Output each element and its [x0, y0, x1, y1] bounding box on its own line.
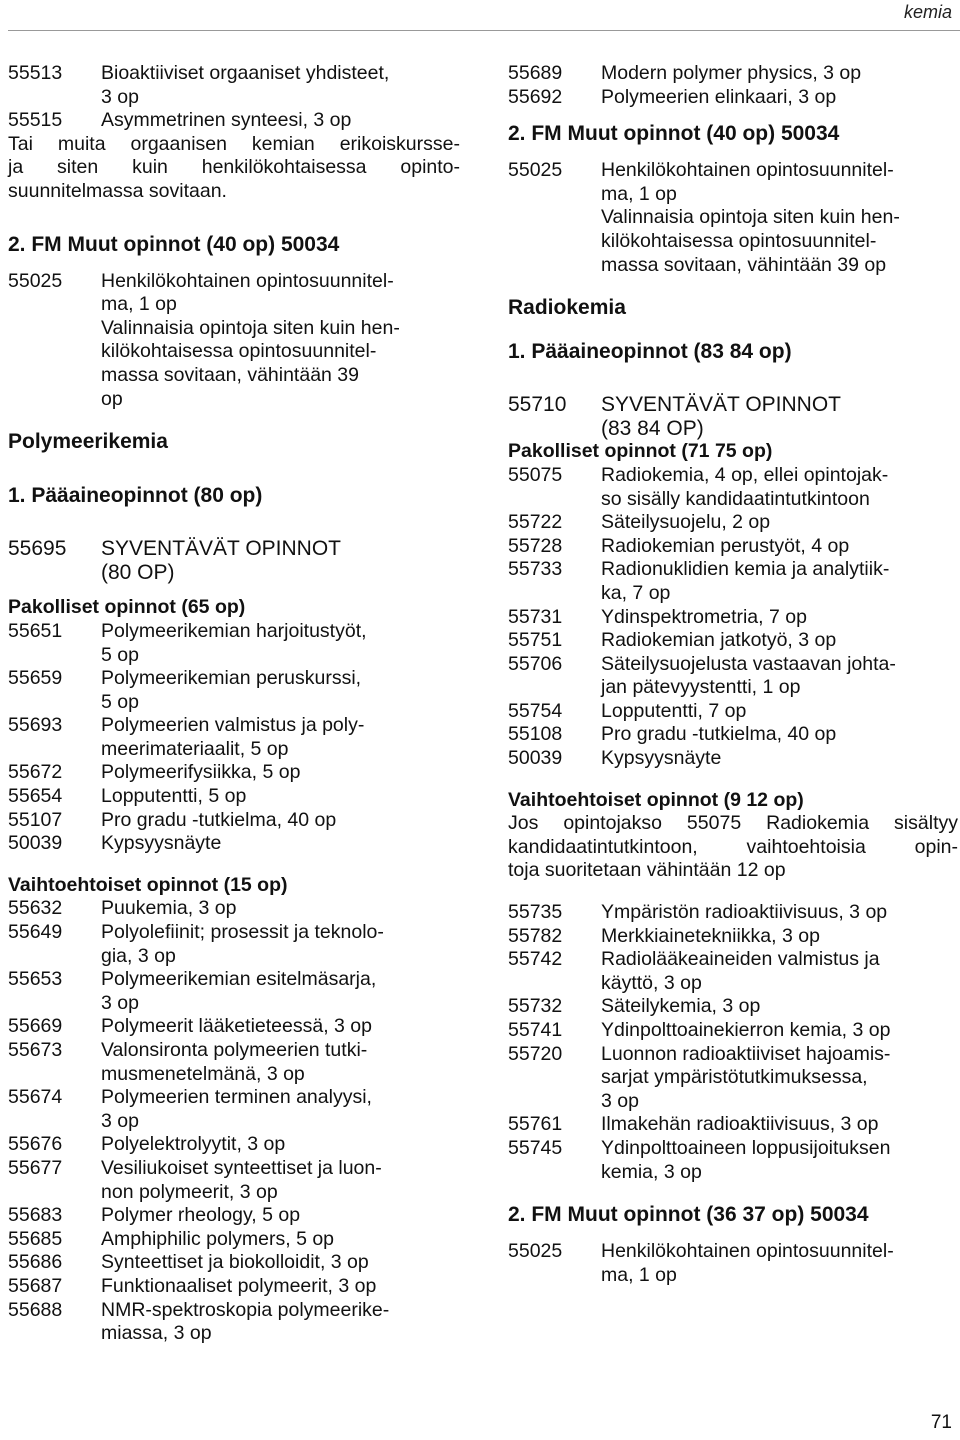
course-title-line: Henkilökohtainen opintosuunnitel-	[101, 269, 394, 292]
course-code: 55688	[8, 1298, 63, 1321]
course-title-line: Pro gradu -tutkielma, 40 op	[101, 808, 337, 831]
course-title	[601, 606, 958, 630]
course-title	[101, 1133, 460, 1157]
course-title	[101, 1039, 460, 1086]
course-entry	[508, 995, 958, 1019]
course-entry	[508, 393, 958, 440]
course-title-line: so sisälly kandidaatintutkintoon	[601, 487, 870, 510]
course-code: 50039	[508, 747, 563, 770]
course-title	[101, 1015, 460, 1039]
left-main-heading: 1. Pääaineopinnot (80 op)	[8, 484, 263, 508]
course-code: 55685	[8, 1227, 63, 1250]
course-entry	[508, 1019, 958, 1043]
course-entry	[508, 606, 958, 630]
course-title-line: massa sovitaan, vähintään 39	[101, 363, 359, 386]
course-title	[601, 1019, 958, 1043]
course-entry	[508, 948, 958, 995]
course-entry	[8, 1086, 460, 1133]
course-title-line: Radiokemian jatkotyö, 3 op	[601, 629, 837, 652]
course-entry	[8, 1228, 460, 1252]
course-code: 55025	[508, 159, 563, 182]
course-title	[101, 667, 460, 714]
course-title	[101, 785, 460, 809]
course-code: 55632	[8, 897, 63, 920]
course-code: 55025	[508, 1240, 563, 1263]
course-title	[101, 1251, 460, 1275]
right-fm-heading: 2. FM Muut opinnot (40 op) 50034	[508, 122, 840, 146]
course-title	[601, 1137, 958, 1184]
course-entry	[8, 1039, 460, 1086]
course-title-line: ma, 1 op	[601, 1263, 677, 1286]
course-title	[601, 159, 958, 277]
course-title-line: Säteilysuojelusta vastaavan johta-	[601, 652, 896, 675]
course-entry	[508, 901, 958, 925]
left-fm-heading: 2. FM Muut opinnot (40 op) 50034	[8, 232, 340, 256]
course-entry	[508, 511, 958, 535]
left-mandatory-list	[8, 620, 460, 856]
course-entry	[8, 1157, 460, 1204]
course-entry	[8, 1133, 460, 1157]
course-code: 55728	[508, 534, 563, 557]
course-entry	[8, 109, 460, 133]
course-code: 55651	[8, 619, 63, 642]
course-title-line: Radionuklidien kemia ja analytiik-	[601, 558, 890, 581]
course-code: 55686	[8, 1251, 63, 1274]
course-title-line: Kypsyysnäyte	[601, 747, 722, 770]
course-title	[601, 995, 958, 1019]
course-title	[601, 629, 958, 653]
right-mandatory-list	[508, 464, 958, 771]
course-title-line: Ydinpolttoainekierron kemia, 3 op	[601, 1019, 891, 1041]
course-entry	[8, 809, 460, 833]
right-optional-note	[508, 812, 958, 883]
course-code: 55108	[508, 723, 563, 746]
course-title	[101, 537, 460, 584]
course-code: 55673	[8, 1039, 63, 1061]
right-main-heading: 1. Pääaineopinnot (83 84 op)	[508, 340, 792, 364]
course-entry	[508, 1043, 958, 1114]
course-entry	[8, 62, 460, 109]
course-title-line: Puukemia, 3 op	[101, 897, 237, 920]
course-title-line: SYVENTÄVÄT OPINNOT	[101, 537, 341, 561]
course-title-line: Kypsyysnäyte	[101, 832, 222, 855]
course-title	[101, 897, 460, 921]
course-title-line: Synteettiset ja biokolloidit, 3 op	[101, 1251, 369, 1274]
right-top-entries	[508, 62, 958, 109]
course-title	[601, 747, 958, 771]
course-title-line: kemia, 3 op	[601, 1160, 702, 1183]
course-title-line: Amphiphilic polymers, 5 op	[101, 1227, 335, 1250]
right-optional-heading: Vaihtoehtoiset opinnot (9 12 op)	[508, 788, 804, 811]
course-title	[601, 653, 958, 700]
course-entry	[8, 1275, 460, 1299]
course-title-line: Ilmakehän radioaktiivisuus, 3 op	[601, 1113, 879, 1136]
course-entry	[508, 159, 958, 277]
course-entry	[508, 86, 958, 110]
course-title-line: (83 84 OP)	[601, 416, 704, 440]
header-rule	[8, 30, 960, 31]
course-title-line: Luonnon radioaktiiviset hajoamis-	[601, 1042, 891, 1065]
course-code: 55676	[8, 1133, 63, 1156]
course-title-line: Valinnaisia opintoja siten kuin hen-	[601, 206, 900, 229]
course-title-line: SYVENTÄVÄT OPINNOT	[601, 393, 841, 417]
course-title	[601, 901, 958, 925]
course-title	[101, 968, 460, 1015]
course-title	[101, 809, 460, 833]
course-code: 55710	[508, 393, 567, 417]
left-optional-heading: Vaihtoehtoiset opinnot (15 op)	[8, 873, 288, 896]
course-title-line: ma, 1 op	[601, 182, 677, 205]
course-title-line: Polymeerien terminen analyysi,	[101, 1086, 372, 1109]
course-code: 55075	[508, 463, 563, 486]
note-line: Tai muita orgaanisen kemian erikoiskursse-	[8, 132, 460, 155]
course-title	[601, 393, 958, 440]
course-title-line: Polyelektrolyytit, 3 op	[101, 1133, 286, 1156]
left-intro-note	[8, 133, 460, 204]
course-title-line: Modern polymer physics, 3 op	[601, 62, 862, 84]
course-title	[601, 925, 958, 949]
course-title	[601, 62, 958, 86]
course-title	[601, 558, 958, 605]
course-code: 55692	[508, 85, 563, 108]
course-title	[101, 62, 460, 109]
course-code: 55720	[508, 1042, 563, 1065]
course-code: 55689	[508, 62, 563, 84]
course-title-line: Pro gradu -tutkielma, 40 op	[601, 723, 837, 746]
course-title	[101, 832, 460, 856]
course-title-line: jan pätevyystentti, 1 op	[601, 676, 801, 699]
running-header: kemia	[903, 2, 952, 22]
course-title-line: Säteilykemia, 3 op	[601, 995, 761, 1018]
right-fm-entry-2	[508, 1240, 958, 1287]
course-title-line: 3 op	[601, 1089, 639, 1112]
course-code: 55706	[508, 652, 563, 675]
course-title-line: op	[101, 387, 123, 410]
right-optional-list	[508, 901, 958, 1184]
course-entry	[8, 761, 460, 785]
course-title-line: Polymeerien valmistus ja poly-	[101, 714, 365, 737]
course-entry	[8, 1015, 460, 1039]
right-advanced-entry	[508, 393, 958, 440]
course-code: 55674	[8, 1086, 63, 1109]
course-title	[601, 86, 958, 110]
course-title-line: Ydinpolttoaineen loppusijoituksen	[601, 1136, 891, 1159]
course-code: 55659	[8, 667, 63, 690]
note-line: ja siten kuin henkilökohtaisessa opinto-	[8, 156, 460, 179]
course-title-line: meerimateriaalit, 5 op	[101, 737, 289, 760]
course-entry	[508, 1113, 958, 1137]
course-title-line: Polyolefiinit; prosessit ja teknolo-	[101, 921, 384, 944]
course-title	[101, 109, 460, 133]
course-title-line: 5 op	[101, 643, 139, 666]
course-title-line: Henkilökohtainen opintosuunnitel-	[601, 1240, 894, 1263]
right-mandatory-heading: Pakolliset opinnot (71 75 op)	[508, 440, 773, 463]
course-entry	[508, 558, 958, 605]
course-title-line: Ympäristön radioaktiivisuus, 3 op	[601, 901, 888, 924]
left-optional-list	[8, 897, 460, 1345]
course-code: 55741	[508, 1019, 563, 1041]
course-entry	[508, 653, 958, 700]
course-title-line: Ydinspektrometria, 7 op	[601, 605, 807, 628]
right-column	[508, 62, 958, 1287]
course-title-line: Polymer rheology, 5 op	[101, 1204, 301, 1227]
course-title	[601, 1113, 958, 1137]
note-line: kandidaatintutkintoon, vaihtoehtoisia opin-	[508, 835, 958, 858]
course-entry	[8, 832, 460, 856]
course-title-line: Polymeerikemian peruskurssi,	[101, 667, 362, 690]
course-title	[101, 921, 460, 968]
course-title-line: 3 op	[101, 1109, 139, 1132]
note-line: suunnitelmassa sovitaan.	[8, 179, 227, 202]
course-title	[601, 700, 958, 724]
course-title-line: miassa, 3 op	[101, 1322, 212, 1345]
course-entry	[508, 464, 958, 511]
left-advanced-entry	[8, 537, 460, 584]
course-code: 55687	[8, 1274, 63, 1297]
course-code: 55107	[8, 808, 63, 831]
course-title-line: Vesiliukoiset synteettiset ja luon-	[101, 1156, 382, 1179]
course-entry	[508, 62, 958, 86]
course-title	[101, 714, 460, 761]
right-fm-entry	[508, 159, 958, 277]
course-title-line: ma, 1 op	[101, 293, 177, 316]
course-title-line: kilökohtaisessa opintosuunnitel-	[601, 229, 877, 252]
course-code: 55693	[8, 714, 63, 737]
section-title-radiokemia: Radiokemia	[508, 296, 626, 320]
course-title-line: Säteilysuojelu, 2 op	[601, 511, 771, 534]
course-title-line: Merkkiainetekniikka, 3 op	[601, 924, 820, 947]
course-code: 55669	[8, 1015, 63, 1038]
left-fm-entry	[8, 270, 460, 412]
course-title-line: massa sovitaan, vähintään 39 op	[601, 253, 887, 276]
course-entry	[508, 700, 958, 724]
course-title-line: Polymeerien elinkaari, 3 op	[601, 85, 837, 108]
course-title	[101, 1157, 460, 1204]
course-code: 55742	[508, 948, 563, 971]
course-code: 55672	[8, 761, 63, 784]
course-entry	[508, 629, 958, 653]
course-entry	[508, 723, 958, 747]
course-title	[101, 1275, 460, 1299]
course-entry	[8, 968, 460, 1015]
course-title-line: (80 OP)	[101, 560, 175, 584]
course-entry	[508, 1240, 958, 1287]
course-title-line: Radiokemian perustyöt, 4 op	[601, 534, 850, 557]
note-line: Jos opintojakso 55075 Radiokemia sisältyy	[508, 812, 958, 835]
course-title-line: musmenetelmänä, 3 op	[101, 1062, 305, 1085]
course-entry	[8, 270, 460, 412]
course-code: 55722	[508, 511, 563, 534]
course-title-line: 5 op	[101, 690, 139, 713]
course-title-line: Valinnaisia opintoja siten kuin hen-	[101, 316, 400, 339]
course-entry	[8, 620, 460, 667]
course-title	[601, 464, 958, 511]
course-title-line: Henkilökohtainen opintosuunnitel-	[601, 159, 894, 182]
course-title-line: NMR-spektroskopia polymeerike-	[101, 1298, 390, 1321]
left-column	[8, 62, 460, 1346]
course-code: 55745	[508, 1136, 563, 1159]
course-title	[601, 511, 958, 535]
course-code: 55025	[8, 269, 63, 292]
course-title	[601, 723, 958, 747]
course-title	[101, 1228, 460, 1252]
course-code: 55754	[508, 699, 563, 722]
course-code: 55695	[8, 537, 67, 561]
course-code: 55513	[8, 62, 63, 84]
course-entry	[508, 747, 958, 771]
course-title-line: Funktionaaliset polymeerit, 3 op	[101, 1274, 377, 1297]
course-title	[101, 1204, 460, 1228]
course-title-line: Polymeerifysiikka, 5 op	[101, 761, 301, 784]
course-title	[601, 1240, 958, 1287]
course-title	[101, 1299, 460, 1346]
course-title-line: Lopputentti, 5 op	[101, 785, 247, 808]
course-title	[101, 761, 460, 785]
section-title-polymeerikemia: Polymeerikemia	[8, 430, 168, 454]
course-title-line: Asymmetrinen synteesi, 3 op	[101, 109, 352, 132]
course-title-line: gia, 3 op	[101, 944, 176, 967]
course-code: 50039	[8, 832, 63, 855]
left-mandatory-heading: Pakolliset opinnot (65 op)	[8, 596, 246, 619]
course-title	[601, 1043, 958, 1114]
course-title	[601, 535, 958, 559]
course-title-line: non polymeerit, 3 op	[101, 1180, 278, 1203]
course-title	[101, 1086, 460, 1133]
note-line: toja suoritetaan vähintään 12 op	[508, 859, 786, 882]
course-code: 55751	[508, 629, 563, 652]
course-entry	[8, 785, 460, 809]
course-title-line: ka, 7 op	[601, 581, 671, 604]
course-title-line: Bioaktiiviset orgaaniset yhdisteet,	[101, 62, 390, 84]
course-code: 55735	[508, 901, 563, 924]
page-number: 71	[930, 1412, 952, 1433]
course-title	[601, 948, 958, 995]
course-entry	[8, 1251, 460, 1275]
course-title-line: kilökohtaisessa opintosuunnitel-	[101, 340, 377, 363]
course-code: 55653	[8, 968, 63, 991]
course-entry	[8, 921, 460, 968]
course-code: 55649	[8, 921, 63, 944]
course-title-line: Radiolääkeaineiden valmistus ja	[601, 948, 880, 971]
course-code: 55733	[508, 558, 563, 581]
course-entry	[8, 1204, 460, 1228]
course-entry	[8, 897, 460, 921]
course-title-line: Lopputentti, 7 op	[601, 699, 747, 722]
course-title-line: käyttö, 3 op	[601, 971, 702, 994]
course-entry	[8, 667, 460, 714]
course-code: 55654	[8, 785, 63, 808]
course-title-line: Radiokemia, 4 op, ellei opintojak-	[601, 463, 889, 486]
course-entry	[8, 537, 460, 584]
course-title	[101, 620, 460, 667]
course-title-line: Polymeerit lääketieteessä, 3 op	[101, 1015, 372, 1038]
course-entry	[8, 1299, 460, 1346]
course-title-line: sarjat ympäristötutkimuksessa,	[601, 1066, 868, 1089]
course-code: 55731	[508, 605, 563, 628]
course-entry	[508, 535, 958, 559]
course-title-line: 3 op	[101, 85, 139, 108]
course-title	[101, 270, 460, 412]
course-code: 55677	[8, 1156, 63, 1179]
course-title-line: Valonsironta polymeerien tutki-	[101, 1039, 368, 1061]
course-title-line: Polymeerikemian esitelmäsarja,	[101, 968, 377, 991]
course-code: 55515	[8, 109, 63, 132]
course-code: 55683	[8, 1204, 63, 1227]
course-code: 55732	[508, 995, 563, 1018]
left-intro-entries	[8, 62, 460, 133]
course-title-line: 3 op	[101, 991, 139, 1014]
course-entry	[508, 925, 958, 949]
course-entry	[508, 1137, 958, 1184]
course-title-line: Polymeerikemian harjoitustyöt,	[101, 619, 367, 642]
course-entry	[8, 714, 460, 761]
course-code: 55782	[508, 924, 563, 947]
course-code: 55761	[508, 1113, 563, 1136]
right-fm-heading-2: 2. FM Muut opinnot (36 37 op) 50034	[508, 1203, 869, 1227]
